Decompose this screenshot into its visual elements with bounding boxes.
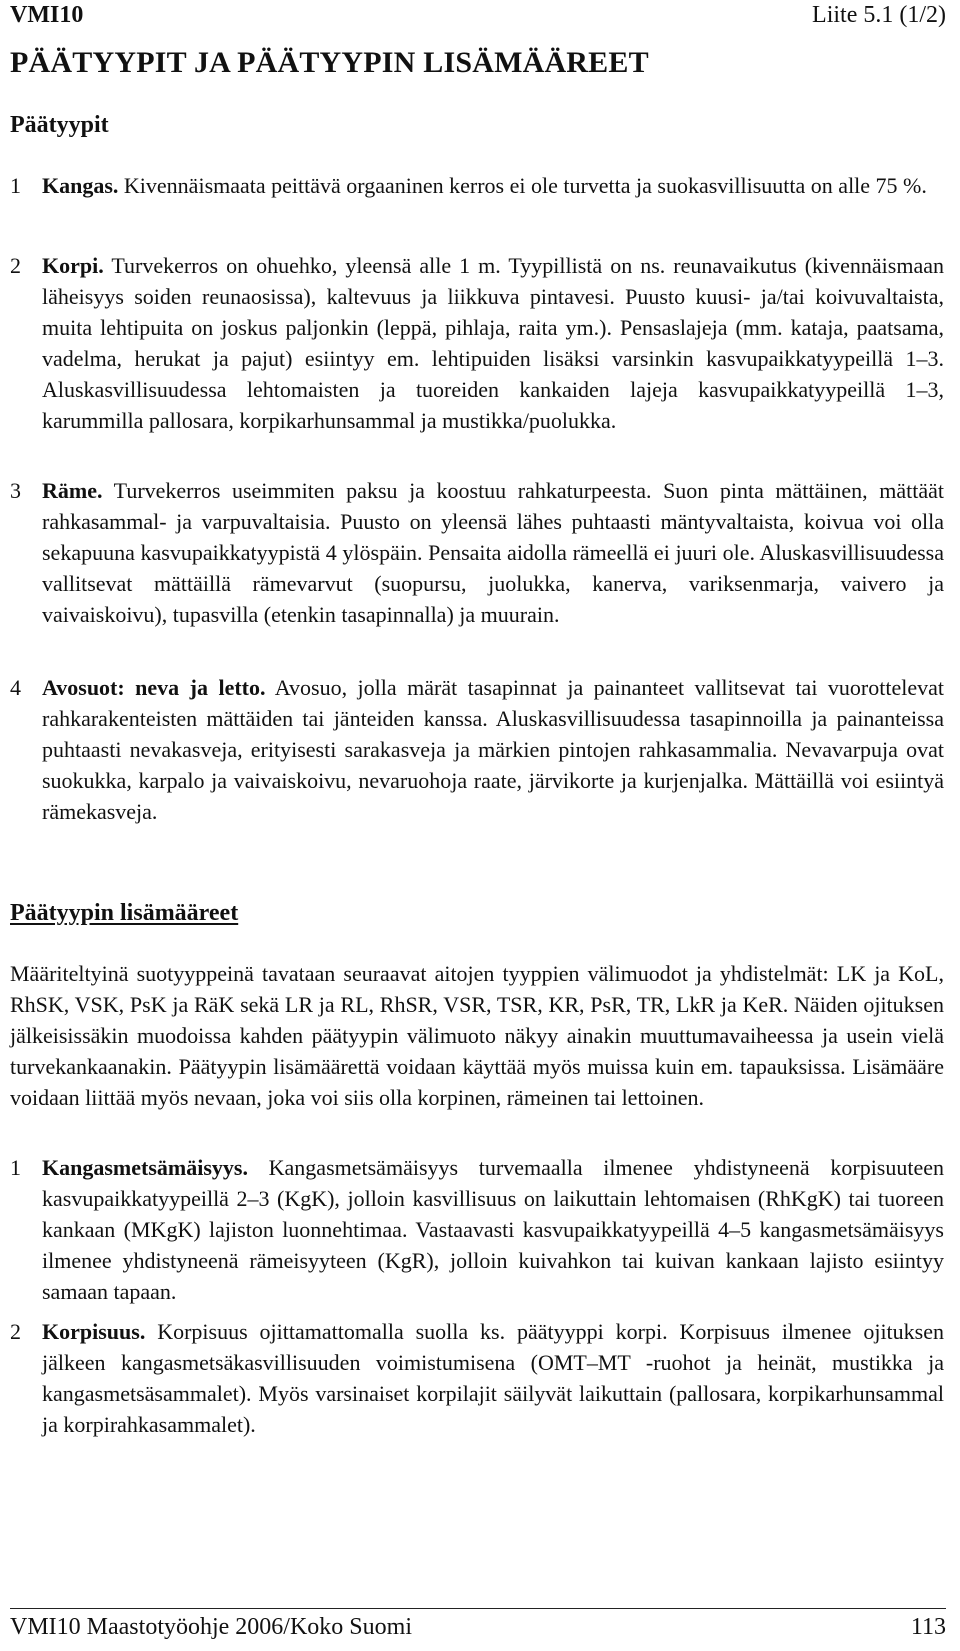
- item-term: Korpi.: [42, 253, 104, 278]
- item-content: [42, 475, 944, 630]
- item-number: 2: [10, 253, 21, 278]
- footer-left: VMI10 Maastotyöohje 2006/Koko Suomi: [10, 1614, 412, 1640]
- list-item: [10, 250, 944, 436]
- item-text: Korpisuus ojittamattomalla suolla ks. päätyyppi korpi. Korpisuus ilmenee ojituksen jälkeen kangasmetsäkasvillisuuden voimistumisena (OMT–MT -ruohot ja heinät, mustikka ja kangasmetsäsammalet). Myös varsinaiset korpilajit säilyvät laikuttain (pallosara, korpikarhunsammal ja korpirahkasammalet).: [42, 1319, 944, 1437]
- header-left: VMI10: [10, 2, 84, 28]
- item-term: Korpisuus.: [42, 1319, 146, 1344]
- item-number: 4: [10, 675, 21, 700]
- item-content: [42, 250, 944, 436]
- section-heading-paatyypit: Päätyypit: [10, 112, 109, 138]
- section-heading-lisamaareet: Päätyypin lisämääreet: [10, 900, 239, 926]
- intro-paragraph: Määriteltyinä suotyyppeinä tavataan seuraavat aitojen tyyppien välimuodot ja yhdistelmät: LK ja KoL, RhSK, VSK, PsK ja RäK sekä LR ja RL, RhSR, VSR, TSR, KR, PsR, TR, LkR ja KeR. Näiden ojituksen jälkeisissäkin muodoissa kahden päätyypin välimuoto näkyy ainakin muuttumavaiheessa ja usein vielä turvekankaanakin. Päätyypin lisämäärettä voidaan käyttää myös muissa kuin em. tapauksissa. Lisämääre voidaan liittää myös nevaan, joka voi siis olla korpinen, rämeinen tai lettoinen.: [10, 961, 944, 1110]
- page-number: 113: [910, 1614, 946, 1640]
- item-content: [42, 1316, 944, 1440]
- list-item: [10, 1316, 944, 1440]
- item-number: 1: [10, 173, 21, 198]
- item-term: Kangasmetsämäisyys.: [42, 1155, 248, 1180]
- item-text: Kivennäismaata peittävä orgaaninen kerros ei ole turvetta ja suokasvillisuutta on alle 75 %.: [123, 173, 927, 198]
- list-item: [10, 672, 944, 827]
- footer-divider: [10, 1608, 946, 1609]
- item-text: Turvekerros useimmiten paksu ja koostuu rahkaturpeesta. Suon pinta mättäinen, mättäät rahkasammal- ja varpuvaltaisia. Puusto on yleensä lähes puhtaasti mäntyvaltaista, koivua voi olla sekapuuna kasvupaikkatyypistä 4 ylöspäin. Pensaita aidolla rämeellä ei juuri ole. Aluskasvillisuudessa vallitsevat mättäillä rämevarvut (suopursu, juolukka, kanerva, variksenmarja, vaivero ja vaivaiskoivu), tupasvilla (etenkin tasapinnalla) ja muurain.: [42, 478, 944, 627]
- header-right: Liite 5.1 (1/2): [812, 2, 946, 28]
- item-text: Kangasmetsämäisyys turvemaalla ilmenee yhdistyneenä korpisuuteen kasvupaikkatyypeillä 2–3 (KgK), jolloin kasvillisuus on laikuttain lehtomaisen (RhKgK) tai tuoreen kankaan (MKgK) lajiston luonnehtimaa. Vastaavasti kasvupaikkatyypeillä 4–5 kangasmetsämäisyys ilmenee yhdistyneenä rämeisyyteen (KgR), jolloin kuivahkon tai kuivan kankaan lajisto esiintyy samaan tapaan.: [42, 1155, 945, 1304]
- list-item: [10, 1152, 944, 1307]
- page-title: PÄÄTYYPIT JA PÄÄTYYPIN LISÄMÄÄREET: [10, 46, 649, 79]
- item-number: 2: [10, 1319, 21, 1344]
- item-content: [42, 672, 944, 827]
- item-content: [42, 1152, 944, 1307]
- item-number: 3: [10, 478, 21, 503]
- item-term: Kangas.: [42, 173, 119, 198]
- list-item: [10, 170, 944, 201]
- item-text: Turvekerros on ohuehko, yleensä alle 1 m. Tyypillistä on ns. reunavaikutus (kivennäismaan läheisyys soiden reunaosissa), kaltevuus ja liikkuva pintavesi. Puusto kuusi- ja/tai koivuvaltaista, muita lehtipuita on joskus paljonkin (leppä, pihlaja, raita ym.). Pensaslajeja (mm. kataja, paatsama, vadelma, herukat ja pajut) esiintyy em. lehtipuiden lisäksi varsinkin kasvupaikkatyypeillä 1–3. Aluskasvillisuudessa lehtomaisten ja tuoreiden kankaiden lajeja kasvupaikkatyypeillä 1–3, karummilla pallosara, korpikarhunsammal ja mustikka/puolukka.: [42, 253, 944, 433]
- item-term: Avosuot: neva ja letto.: [42, 675, 266, 700]
- item-number: 1: [10, 1155, 21, 1180]
- item-text: Avosuo, jolla märät tasapinnat ja painanteet vallitsevat tai vuorottelevat rahkarakenteisten mättäiden tai jänteiden kanssa. Aluskasvillisuudessa tasapinnoilla ja painanteissa puhtaasti nevakasveja, erityisesti sarakasveja ja märkien pintojen rahkasammalia. Nevavarpuja ovat suokukka, karpalo ja vaivaiskoivu, nevaruohoja raate, järvikorte ja kurjenjalka. Mättäillä voi esiintyä rämekasveja.: [42, 675, 944, 824]
- item-content: [42, 170, 944, 201]
- list-item: [10, 475, 944, 630]
- item-term: Räme.: [42, 478, 103, 503]
